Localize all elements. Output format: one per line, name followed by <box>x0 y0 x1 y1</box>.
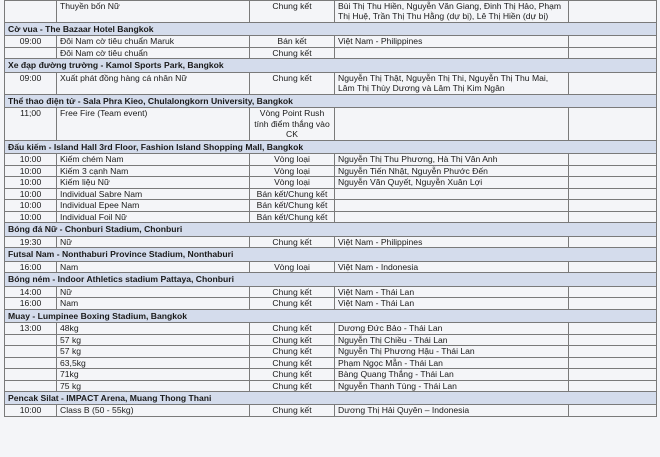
athletes-cell: Việt Nam - Philippines <box>335 236 569 247</box>
schedule-body <box>5 1 657 417</box>
round-cell: Chung kết <box>250 47 335 58</box>
round-cell: Bán kết/Chung kết <box>250 200 335 211</box>
event-cell: Nữ <box>57 286 250 297</box>
table-row <box>5 200 657 211</box>
time-cell: 10:00 <box>5 405 57 416</box>
section-title: Xe đạp đường trường - Kamol Sports Park, Bangkok <box>5 59 657 72</box>
empty-cell <box>569 261 657 272</box>
event-cell: Free Fire (Team event) <box>57 108 250 140</box>
empty-cell <box>569 380 657 391</box>
event-cell: Nữ <box>57 236 250 247</box>
table-row <box>5 108 657 140</box>
athletes-cell: Nguyễn Văn Quyết, Nguyễn Xuân Lợi <box>335 177 569 188</box>
empty-cell <box>569 72 657 94</box>
event-cell: 63,5kg <box>57 357 250 368</box>
round-cell: Bán kết/Chung kết <box>250 211 335 222</box>
section-header-row <box>5 94 657 107</box>
table-row <box>5 323 657 334</box>
athletes-cell: Dương Thị Hải Quyên – Indonesia <box>335 405 569 416</box>
table-row <box>5 357 657 368</box>
time-cell: 10:00 <box>5 154 57 165</box>
time-cell: 10:00 <box>5 165 57 176</box>
round-cell: Chung kết <box>250 405 335 416</box>
athletes-cell: Bùi Thị Thu Hiền, Nguyễn Văn Giang, Đinh Thị Hảo, Phạm Thị Huệ, Trần Thị Thu Hằng (dự bị), Lê Thị Hiền (dự bị) <box>335 1 569 23</box>
event-cell: Đôi Nam cờ tiêu chuẩn <box>57 47 250 58</box>
round-cell: Chung kết <box>250 236 335 247</box>
time-cell <box>5 369 57 380</box>
round-cell: Vòng loại <box>250 154 335 165</box>
round-cell: Vòng loại <box>250 177 335 188</box>
section-header-row <box>5 140 657 153</box>
empty-cell <box>569 188 657 199</box>
athletes-cell <box>335 200 569 211</box>
empty-cell <box>569 286 657 297</box>
athletes-cell: Nguyễn Thanh Tùng - Thái Lan <box>335 380 569 391</box>
event-cell: 48kg <box>57 323 250 334</box>
event-cell: 57 kg <box>57 334 250 345</box>
time-cell: 11;00 <box>5 108 57 140</box>
empty-cell <box>569 1 657 23</box>
time-cell <box>5 47 57 58</box>
empty-cell <box>569 323 657 334</box>
athletes-cell: Việt Nam - Indonesia <box>335 261 569 272</box>
time-cell <box>5 357 57 368</box>
time-cell: 10:00 <box>5 211 57 222</box>
empty-cell <box>569 298 657 309</box>
round-cell: Chung kết <box>250 334 335 345</box>
time-cell: 16:00 <box>5 261 57 272</box>
time-cell: 10:00 <box>5 200 57 211</box>
section-header-row <box>5 391 657 404</box>
event-cell: Individual Sabre Nam <box>57 188 250 199</box>
time-cell <box>5 334 57 345</box>
table-row <box>5 36 657 47</box>
round-cell: Chung kết <box>250 72 335 94</box>
section-header-row <box>5 309 657 322</box>
time-cell: 16:00 <box>5 298 57 309</box>
table-row <box>5 1 657 23</box>
empty-cell <box>569 369 657 380</box>
round-cell: Chung kết <box>250 323 335 334</box>
table-row <box>5 236 657 247</box>
table-row <box>5 369 657 380</box>
time-cell: 13:00 <box>5 323 57 334</box>
empty-cell <box>569 36 657 47</box>
athletes-cell <box>335 108 569 140</box>
athletes-cell: Nguyễn Tiến Nhật, Nguyễn Phước Đến <box>335 165 569 176</box>
section-title: Pencak Silat - IMPACT Arena, Muang Thong Thani <box>5 391 657 404</box>
table-row <box>5 261 657 272</box>
table-row <box>5 380 657 391</box>
event-cell: Đôi Nam cờ tiêu chuẩn Maruk <box>57 36 250 47</box>
event-cell: 57 kg <box>57 346 250 357</box>
event-cell: Individual Epee Nam <box>57 200 250 211</box>
table-row <box>5 211 657 222</box>
time-cell <box>5 346 57 357</box>
empty-cell <box>569 211 657 222</box>
athletes-cell: Nguyễn Thị Thật, Nguyễn Thị Thi, Nguyễn Thị Thu Mai, Lâm Thị Thùy Dương và Lâm Thị Kim Ngân <box>335 72 569 94</box>
athletes-cell: Dương Đức Bảo - Thái Lan <box>335 323 569 334</box>
section-title: Thể thao điện tử - Sala Phra Kieo, Chulalongkorn University, Bangkok <box>5 94 657 107</box>
event-cell: Xuất phát đồng hàng cá nhân Nữ <box>57 72 250 94</box>
section-title: Muay - Lumpinee Boxing Stadium, Bangkok <box>5 309 657 322</box>
section-header-row <box>5 223 657 236</box>
table-row <box>5 165 657 176</box>
empty-cell <box>569 200 657 211</box>
round-cell: Chung kết <box>250 346 335 357</box>
time-cell: 10:00 <box>5 188 57 199</box>
round-cell: Chung kết <box>250 369 335 380</box>
table-row <box>5 298 657 309</box>
round-cell: Chung kết <box>250 357 335 368</box>
empty-cell <box>569 47 657 58</box>
athletes-cell <box>335 211 569 222</box>
table-row <box>5 346 657 357</box>
round-cell: Vòng loại <box>250 165 335 176</box>
time-cell <box>5 1 57 23</box>
event-cell: Kiếm chém Nam <box>57 154 250 165</box>
table-row <box>5 47 657 58</box>
round-cell: Chung kết <box>250 380 335 391</box>
athletes-cell: Nguyễn Thị Chiều - Thái Lan <box>335 334 569 345</box>
section-title: Đấu kiếm - Island Hall 3rd Floor, Fashion Island Shopping Mall, Bangkok <box>5 140 657 153</box>
empty-cell <box>569 177 657 188</box>
event-cell: 71kg <box>57 369 250 380</box>
section-header-row <box>5 59 657 72</box>
table-row <box>5 154 657 165</box>
empty-cell <box>569 334 657 345</box>
round-cell: Bán kết <box>250 36 335 47</box>
empty-cell <box>569 405 657 416</box>
event-cell: Nam <box>57 261 250 272</box>
event-cell: Thuyền bốn Nữ <box>57 1 250 23</box>
round-cell: Chung kết <box>250 1 335 23</box>
table-row <box>5 72 657 94</box>
event-cell: Nam <box>57 298 250 309</box>
athletes-cell: Việt Nam - Thái Lan <box>335 286 569 297</box>
table-row <box>5 405 657 416</box>
empty-cell <box>569 165 657 176</box>
section-title: Cờ vua - The Bazaar Hotel Bangkok <box>5 22 657 35</box>
time-cell: 19:30 <box>5 236 57 247</box>
event-cell: Class B (50 - 55kg) <box>57 405 250 416</box>
round-cell: Chung kết <box>250 298 335 309</box>
athletes-cell: Bàng Quang Thắng - Thái Lan <box>335 369 569 380</box>
event-cell: 75 kg <box>57 380 250 391</box>
athletes-cell: Phạm Ngọc Mẫn - Thái Lan <box>335 357 569 368</box>
empty-cell <box>569 108 657 140</box>
athletes-cell: Nguyễn Thị Phương Hậu - Thái Lan <box>335 346 569 357</box>
empty-cell <box>569 154 657 165</box>
empty-cell <box>569 236 657 247</box>
athletes-cell: Việt Nam - Philippines <box>335 36 569 47</box>
empty-cell <box>569 357 657 368</box>
round-cell: Bán kết/Chung kết <box>250 188 335 199</box>
empty-cell <box>569 346 657 357</box>
athletes-cell <box>335 47 569 58</box>
event-cell: Individual Foil Nữ <box>57 211 250 222</box>
table-row <box>5 286 657 297</box>
athletes-cell <box>335 188 569 199</box>
round-cell: Vòng Point Rush tính điểm thắng vào CK <box>250 108 335 140</box>
time-cell: 09:00 <box>5 72 57 94</box>
schedule-table <box>4 0 657 417</box>
event-cell: Kiếm liệu Nữ <box>57 177 250 188</box>
section-title: Futsal Nam - Nonthaburi Province Stadium, Nonthaburi <box>5 248 657 261</box>
time-cell <box>5 380 57 391</box>
section-title: Bóng ném - Indoor Athletics stadium Pattaya, Chonburi <box>5 273 657 286</box>
table-row <box>5 334 657 345</box>
section-header-row <box>5 248 657 261</box>
section-title: Bóng đá Nữ - Chonburi Stadium, Chonburi <box>5 223 657 236</box>
section-header-row <box>5 22 657 35</box>
event-cell: Kiếm 3 cạnh Nam <box>57 165 250 176</box>
table-row <box>5 188 657 199</box>
time-cell: 14:00 <box>5 286 57 297</box>
time-cell: 10:00 <box>5 177 57 188</box>
round-cell: Vòng loại <box>250 261 335 272</box>
round-cell: Chung kết <box>250 286 335 297</box>
time-cell: 09:00 <box>5 36 57 47</box>
table-row <box>5 177 657 188</box>
athletes-cell: Việt Nam - Thái Lan <box>335 298 569 309</box>
section-header-row <box>5 273 657 286</box>
athletes-cell: Nguyễn Thị Thu Phương, Hà Thị Vân Anh <box>335 154 569 165</box>
